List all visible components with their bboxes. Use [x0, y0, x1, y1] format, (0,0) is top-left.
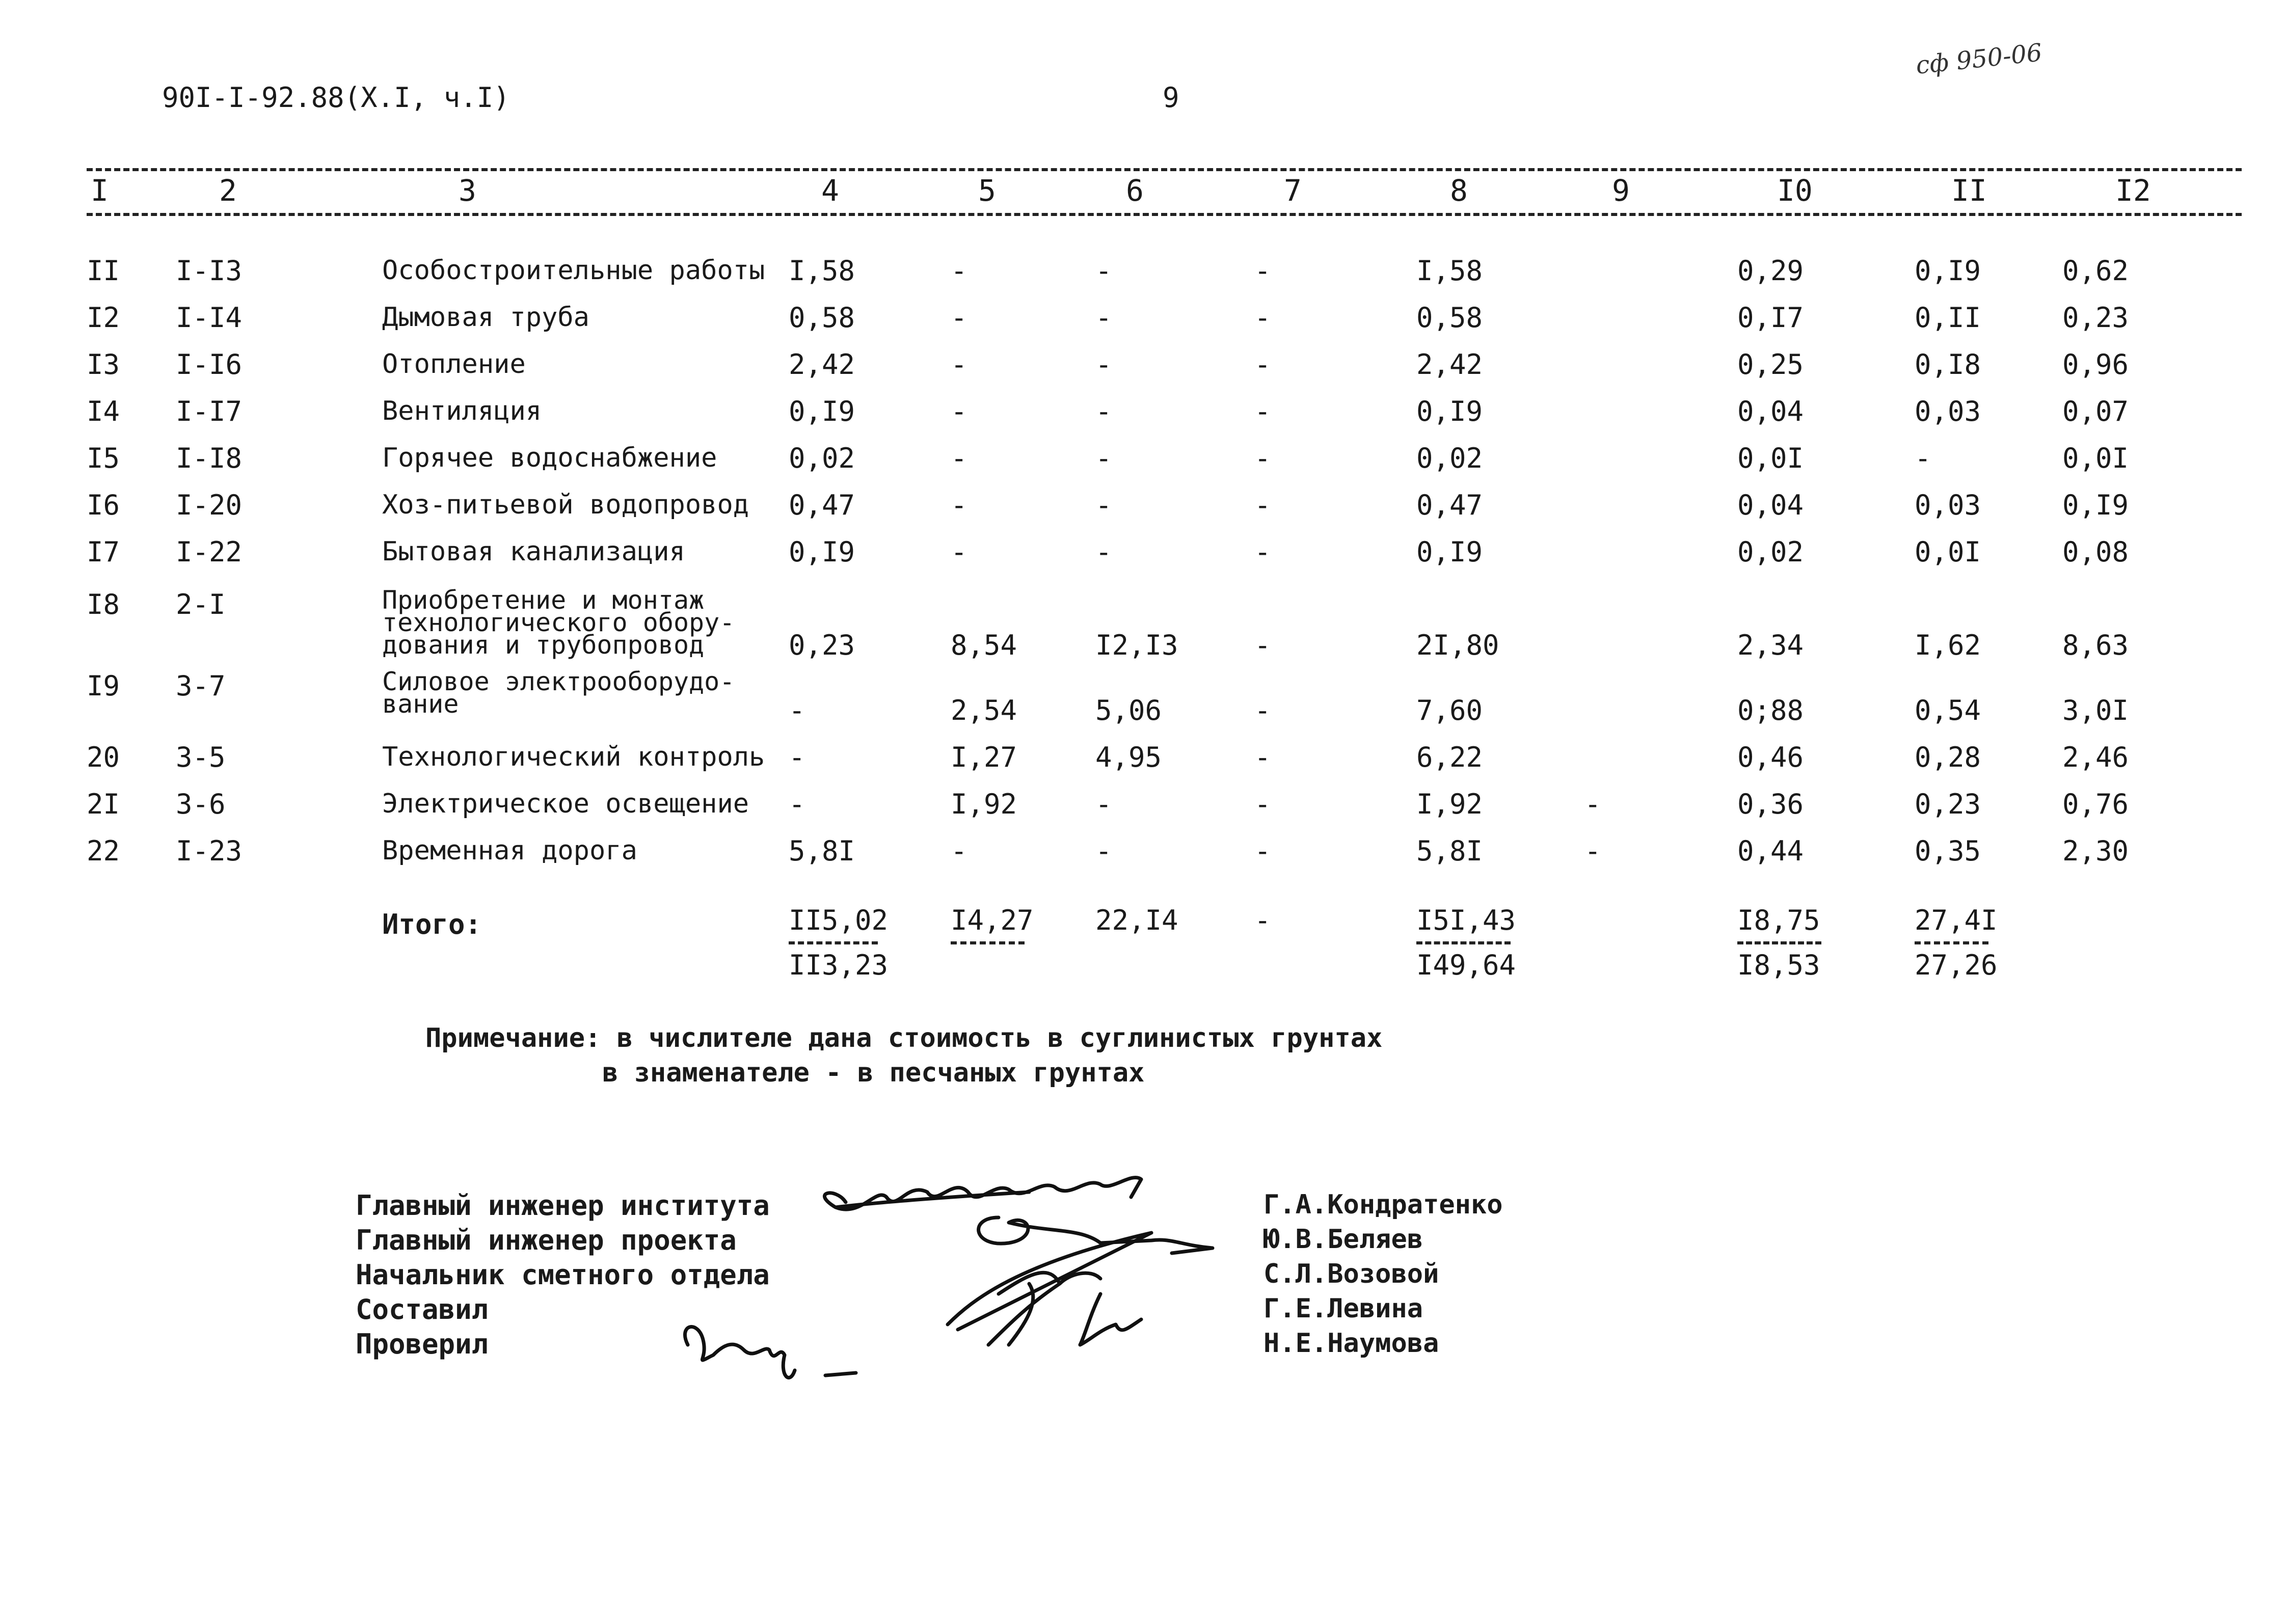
column-number-4: 4 — [821, 173, 839, 208]
cell-c5: - — [951, 442, 967, 474]
cell-c12: 0,07 — [2062, 395, 2129, 427]
cell-name: Горячее водоснабжение — [382, 443, 717, 473]
cell-name: Особостроительные работы — [382, 255, 765, 286]
cell-c8: 2I,80 — [1416, 629, 1499, 661]
signer-role: Главный инженер института — [356, 1189, 770, 1222]
cell-n: I9 — [87, 670, 120, 702]
cell-c8: I,92 — [1416, 788, 1483, 820]
signature-kondratenko — [824, 1178, 1141, 1210]
cell-c4: 0,47 — [789, 489, 855, 521]
cell-c10: 0,0I — [1737, 442, 1804, 474]
cell-c7: - — [1254, 348, 1271, 381]
cell-c6: - — [1095, 348, 1112, 381]
column-number-7: 7 — [1284, 173, 1302, 208]
total-c5: I4,27 — [951, 904, 1034, 936]
cell-c5: - — [951, 835, 967, 867]
note-line-1: Примечание: в числителе дана стоимость в суглинистых грунтах — [425, 1023, 1383, 1053]
cell-ref: I-I6 — [176, 348, 243, 381]
cell-n: I7 — [87, 536, 120, 568]
cell-c4: 0,23 — [789, 629, 855, 661]
cell-c7: - — [1254, 302, 1271, 334]
column-number-9: 9 — [1612, 173, 1630, 208]
cell-ref: I-I7 — [176, 395, 243, 427]
column-number-2: 2 — [219, 173, 237, 208]
cell-c7: - — [1254, 442, 1271, 474]
cell-c7: - — [1254, 489, 1271, 521]
cell-c10: 0,04 — [1737, 489, 1804, 521]
total-c11-denominator: 27,26 — [1915, 949, 1998, 981]
cell-c6: - — [1095, 395, 1112, 427]
cell-name: Технологический контроль — [382, 742, 765, 772]
cell-c12: 2,30 — [2062, 835, 2129, 867]
cell-c6: - — [1095, 255, 1112, 287]
cell-n: 2I — [87, 788, 120, 820]
cell-c5: I,27 — [951, 741, 1017, 773]
cell-c7: - — [1254, 255, 1271, 287]
page-number: 9 — [1163, 82, 1179, 114]
cell-c10: 0,46 — [1737, 741, 1804, 773]
column-number-5: 5 — [978, 173, 996, 208]
cell-name: Электрическое освещение — [382, 789, 749, 819]
signer-role: Начальник сметного отдела — [356, 1259, 770, 1291]
cell-c10: 0;88 — [1737, 694, 1804, 726]
cell-c12: 0,0I — [2062, 442, 2129, 474]
cell-name: Хоз-питьевой водопровод — [382, 490, 749, 520]
cell-c5: - — [951, 302, 967, 334]
cell-c11: 0,54 — [1915, 694, 1981, 726]
cell-c4: I,58 — [789, 255, 855, 287]
cell-name: Силовое электрооборудо- вание — [382, 667, 735, 719]
cell-name: Бытовая канализация — [382, 536, 685, 567]
signer-name: Ю.В.Беляев — [1263, 1224, 1423, 1255]
cell-c7: - — [1254, 629, 1271, 661]
cell-c9: - — [1584, 835, 1601, 867]
cell-c12: 2,46 — [2062, 741, 2129, 773]
cell-ref: I-I8 — [176, 442, 243, 474]
cell-c10: 2,34 — [1737, 629, 1804, 661]
cell-name: Временная дорога — [382, 835, 637, 866]
cell-c8: 0,I9 — [1416, 536, 1483, 568]
signature-naumova — [685, 1327, 856, 1378]
cell-c6: - — [1095, 788, 1112, 820]
cell-c4: 0,I9 — [789, 395, 855, 427]
cell-name: Вентиляция — [382, 396, 542, 426]
total-c11-numerator: 27,4I — [1915, 904, 1998, 936]
cell-c4: - — [789, 694, 805, 726]
total-c8-numerator: I5I,43 — [1416, 904, 1516, 936]
cell-c8: 0,47 — [1416, 489, 1483, 521]
column-number-12: I2 — [2115, 173, 2151, 208]
total-c6: 22,I4 — [1095, 904, 1178, 936]
cell-c12: 0,76 — [2062, 788, 2129, 820]
total-c10-fraction-line — [1737, 941, 1821, 944]
cell-c5: 2,54 — [951, 694, 1017, 726]
total-c11-fraction-line — [1915, 941, 1988, 944]
cell-c4: 0,58 — [789, 302, 855, 334]
total-c4-fraction-line — [789, 941, 878, 944]
cell-c12: 3,0I — [2062, 694, 2129, 726]
cell-c4: 2,42 — [789, 348, 855, 381]
cell-c11: 0,0I — [1915, 536, 1981, 568]
total-c4-denominator: II3,23 — [789, 949, 889, 981]
cell-c4: 5,8I — [789, 835, 855, 867]
total-c10-denominator: I8,53 — [1737, 949, 1820, 981]
cell-ref: 3-7 — [176, 670, 226, 702]
total-c4-numerator: II5,02 — [789, 904, 889, 936]
cell-n: I6 — [87, 489, 120, 521]
cell-ref: 2-I — [176, 588, 226, 620]
cell-c7: - — [1254, 536, 1271, 568]
cell-ref: 3-5 — [176, 741, 226, 773]
cell-c12: 0,96 — [2062, 348, 2129, 381]
cell-c11: 0,35 — [1915, 835, 1981, 867]
total-c5-underline — [951, 941, 1025, 944]
cell-c11: 0,28 — [1915, 741, 1981, 773]
cell-c6: I2,I3 — [1095, 629, 1178, 661]
cell-c8: 0,58 — [1416, 302, 1483, 334]
table-top-rule — [87, 168, 2242, 171]
cell-c7: - — [1254, 835, 1271, 867]
cell-c12: 8,63 — [2062, 629, 2129, 661]
total-label: Итого: — [382, 908, 482, 940]
document-code: 90I-I-92.88(Х.I, ч.I) — [162, 82, 510, 114]
cell-c11: - — [1915, 442, 1931, 474]
cell-c4: - — [789, 741, 805, 773]
cell-c8: 0,02 — [1416, 442, 1483, 474]
cell-n: I3 — [87, 348, 120, 381]
cell-c6: 5,06 — [1095, 694, 1162, 726]
cell-c12: 0,23 — [2062, 302, 2129, 334]
cell-n: II — [87, 255, 120, 287]
cell-c10: 0,04 — [1737, 395, 1804, 427]
total-c8-denominator: I49,64 — [1416, 949, 1516, 981]
signer-role: Главный инженер проекта — [356, 1224, 737, 1256]
cell-c4: 0,I9 — [789, 536, 855, 568]
cell-c9: - — [1584, 788, 1601, 820]
cell-c12: 0,I9 — [2062, 489, 2129, 521]
cell-n: I8 — [87, 588, 120, 620]
cell-c8: 7,60 — [1416, 694, 1483, 726]
cell-c8: 6,22 — [1416, 741, 1483, 773]
cell-c11: 0,II — [1915, 302, 1981, 334]
signer-role: Составил — [356, 1293, 489, 1325]
signer-name: Н.Е.Наумова — [1263, 1328, 1439, 1359]
signer-name: Г.А.Кондратенко — [1263, 1189, 1503, 1220]
column-number-3: 3 — [459, 173, 476, 208]
cell-c10: 0,44 — [1737, 835, 1804, 867]
cell-c5: - — [951, 489, 967, 521]
cell-c6: - — [1095, 489, 1112, 521]
cell-c6: - — [1095, 442, 1112, 474]
cell-c11: I,62 — [1915, 629, 1981, 661]
cell-name: Приобретение и монтаж технологического обору- дования и трубопровод — [382, 585, 735, 660]
cell-c8: 5,8I — [1416, 835, 1483, 867]
cell-n: I2 — [87, 302, 120, 334]
cell-c10: 0,29 — [1737, 255, 1804, 287]
cell-c12: 0,08 — [2062, 536, 2129, 568]
cell-c7: - — [1254, 741, 1271, 773]
cell-c11: 0,23 — [1915, 788, 1981, 820]
cell-c8: I,58 — [1416, 255, 1483, 287]
total-c10-numerator: I8,75 — [1737, 904, 1820, 936]
signature-levina — [1080, 1294, 1141, 1345]
cell-ref: 3-6 — [176, 788, 226, 820]
cell-c8: 0,I9 — [1416, 395, 1483, 427]
cell-c11: 0,I8 — [1915, 348, 1981, 381]
cell-c4: - — [789, 788, 805, 820]
cell-c5: - — [951, 395, 967, 427]
signer-role: Проверил — [356, 1328, 489, 1360]
cell-c12: 0,62 — [2062, 255, 2129, 287]
cell-c6: - — [1095, 536, 1112, 568]
cell-c6: - — [1095, 835, 1112, 867]
cell-c5: - — [951, 536, 967, 568]
column-number-11: II — [1951, 173, 1987, 208]
cell-name: Дымовая труба — [382, 302, 589, 333]
cell-c11: 0,03 — [1915, 395, 1981, 427]
cell-n: 22 — [87, 835, 120, 867]
table-header-rule — [87, 213, 2242, 216]
total-c8-fraction-line — [1416, 941, 1511, 944]
column-number-10: I0 — [1777, 173, 1813, 208]
cell-ref: I-20 — [176, 489, 243, 521]
handwritten-mark: сф 950-06 — [1914, 38, 2043, 80]
cell-c11: 0,03 — [1915, 489, 1981, 521]
cell-c5: 8,54 — [951, 629, 1017, 661]
cell-c6: - — [1095, 302, 1112, 334]
note-line-2: в знаменателе - в песчаных грунтах — [602, 1058, 1145, 1088]
cell-name: Отопление — [382, 349, 526, 380]
cell-ref: I-23 — [176, 835, 243, 867]
cell-n: 20 — [87, 741, 120, 773]
cell-n: I5 — [87, 442, 120, 474]
column-number-8: 8 — [1450, 173, 1468, 208]
cell-n: I4 — [87, 395, 120, 427]
signer-name: С.Л.Возовой — [1263, 1259, 1439, 1289]
cell-c5: I,92 — [951, 788, 1017, 820]
column-number-6: 6 — [1126, 173, 1144, 208]
cell-c10: 0,02 — [1737, 536, 1804, 568]
cell-c7: - — [1254, 694, 1271, 726]
cell-ref: I-I4 — [176, 302, 243, 334]
cell-c10: 0,25 — [1737, 348, 1804, 381]
cell-c6: 4,95 — [1095, 741, 1162, 773]
handwritten-signatures — [642, 1131, 1284, 1416]
cell-c4: 0,02 — [789, 442, 855, 474]
signer-name: Г.Е.Левина — [1263, 1293, 1423, 1324]
cell-c7: - — [1254, 395, 1271, 427]
cell-c10: 0,36 — [1737, 788, 1804, 820]
cell-c10: 0,I7 — [1737, 302, 1804, 334]
cell-c5: - — [951, 255, 967, 287]
cell-c7: - — [1254, 788, 1271, 820]
cell-ref: I-I3 — [176, 255, 243, 287]
cell-c11: 0,I9 — [1915, 255, 1981, 287]
cell-c5: - — [951, 348, 967, 381]
cell-ref: I-22 — [176, 536, 243, 568]
cell-c8: 2,42 — [1416, 348, 1483, 381]
column-number-1: I — [91, 173, 109, 208]
total-c7: - — [1254, 904, 1271, 936]
